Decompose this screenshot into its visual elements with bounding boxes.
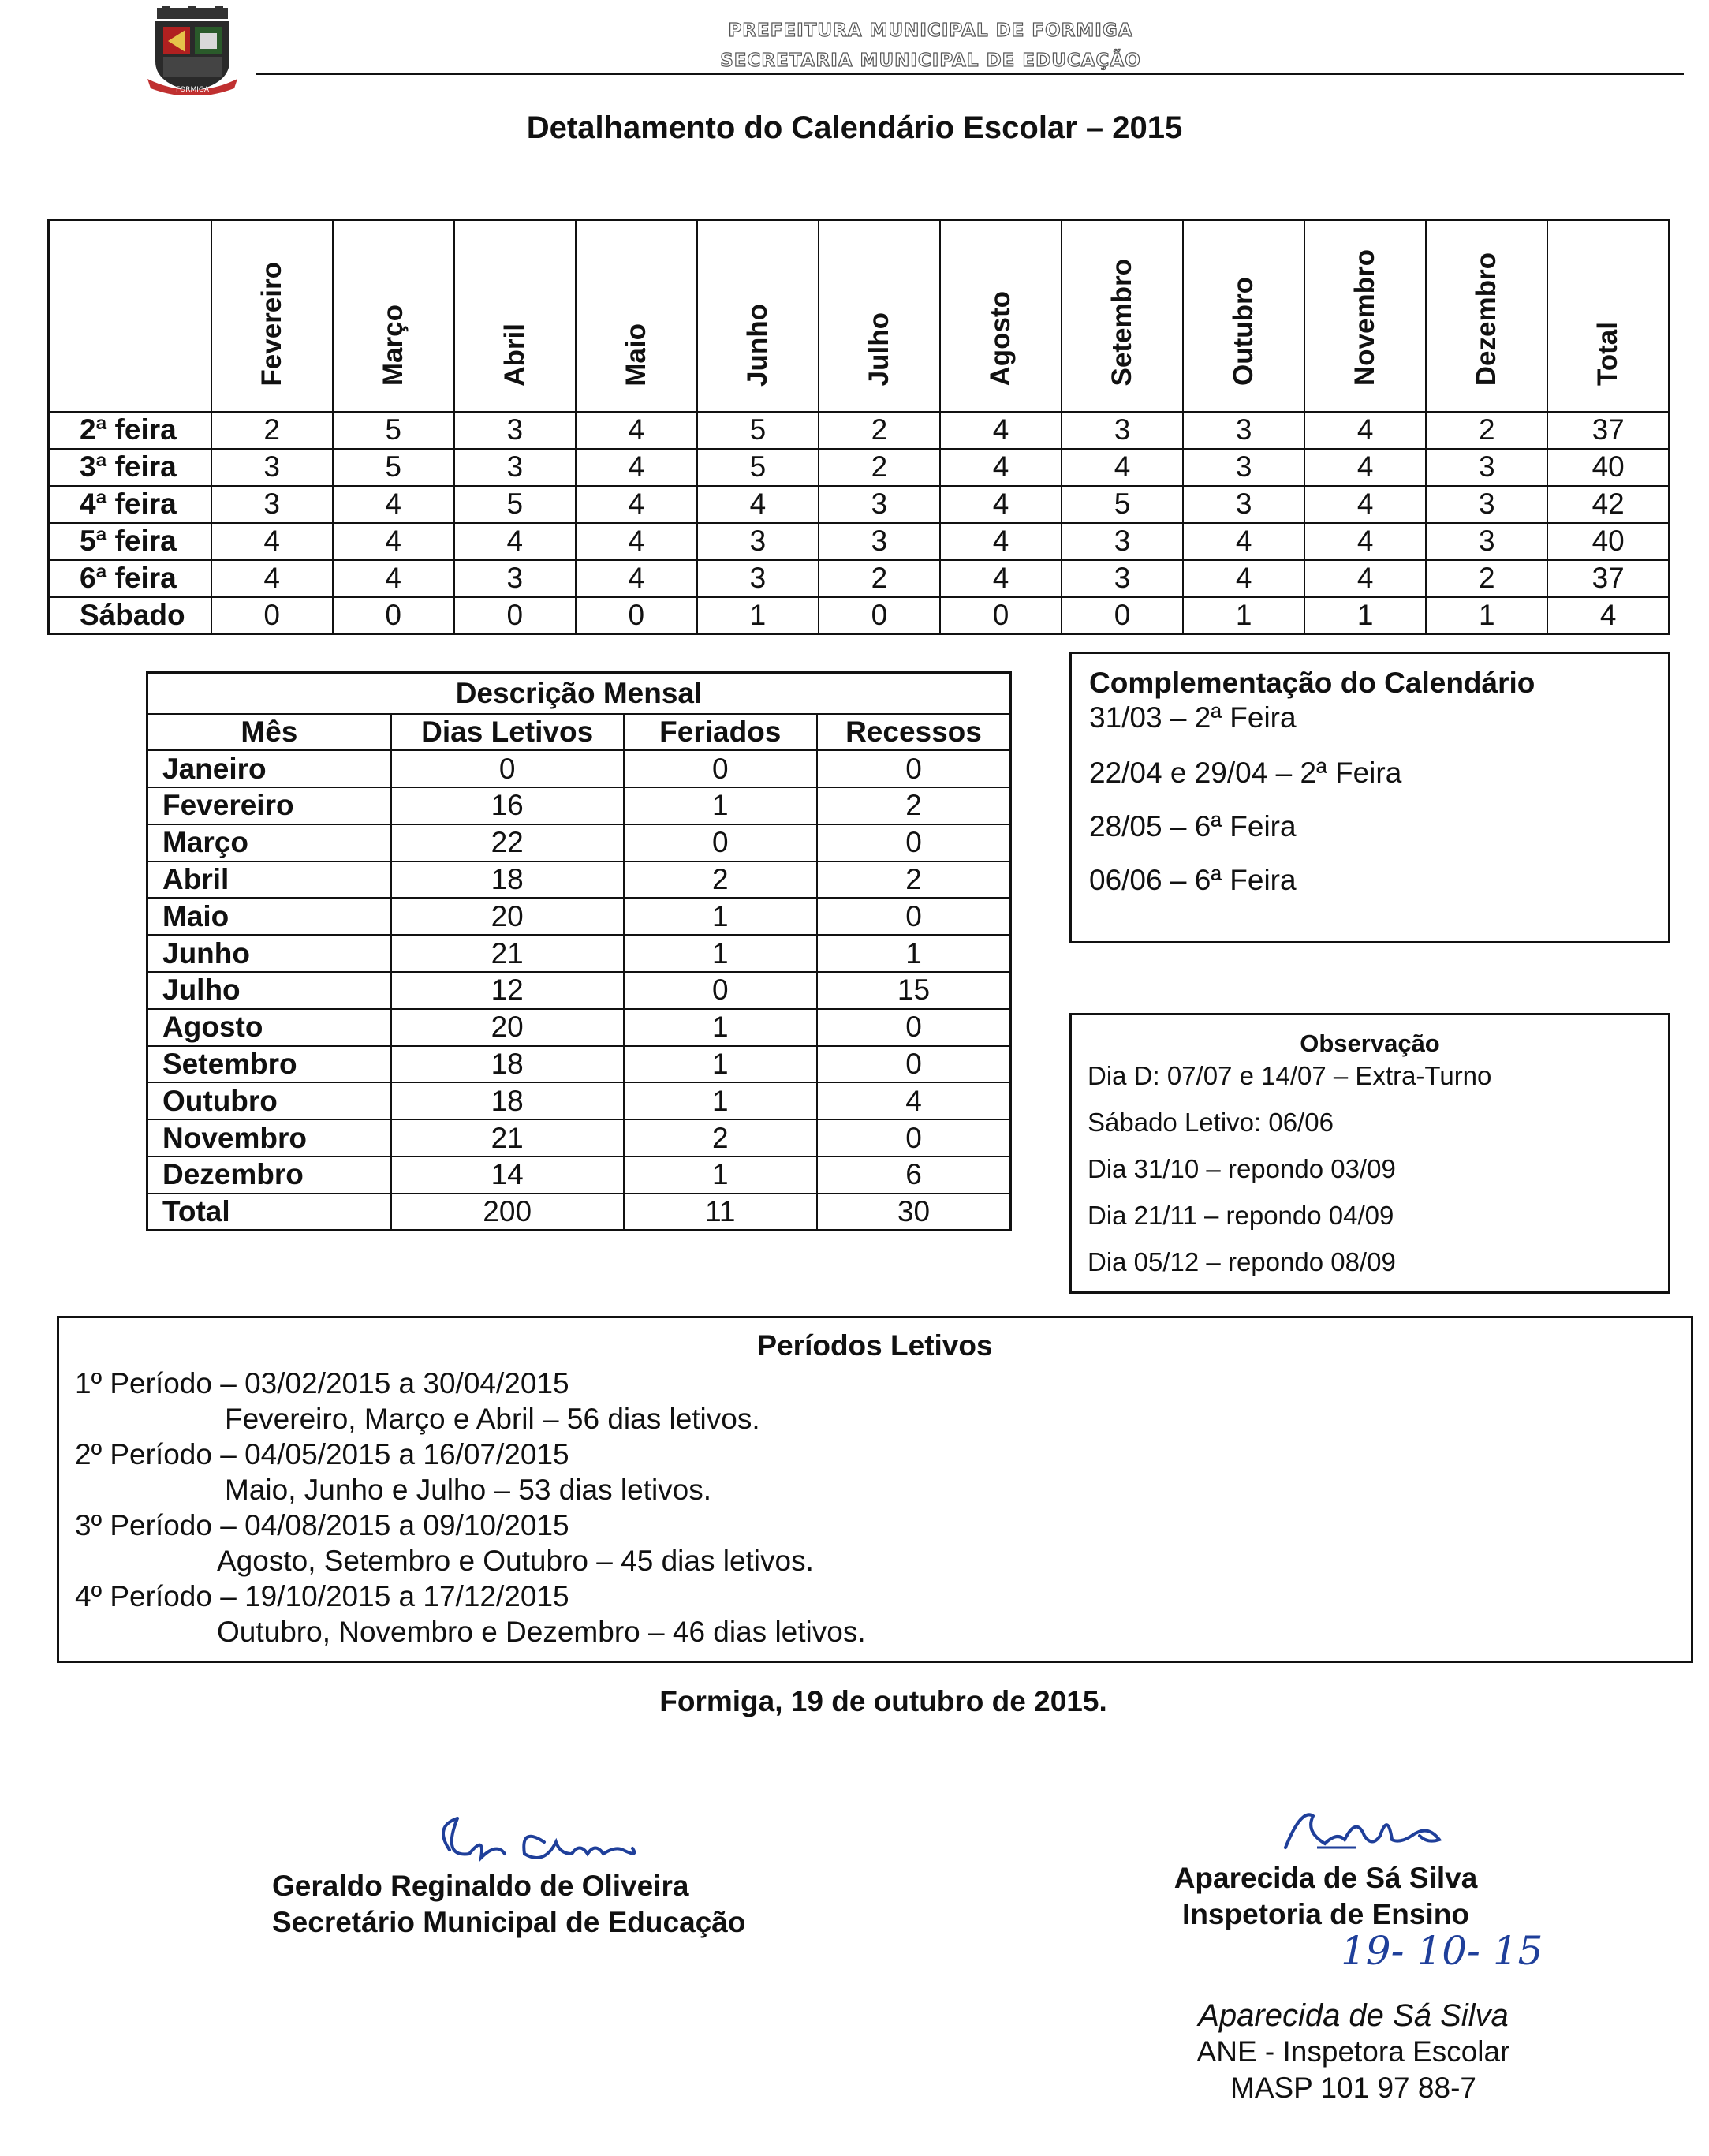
period-detail: Maio, Junho e Julho – 53 dias letivos. — [225, 1474, 712, 1506]
weekday-count-cell: 3 — [1062, 412, 1183, 449]
month-header: Dezembro — [1426, 220, 1547, 412]
weekday-total-cell: 40 — [1547, 449, 1669, 486]
month-header: Maio — [576, 220, 697, 412]
month-header: Março — [333, 220, 454, 412]
monthly-row — [147, 1009, 1011, 1046]
recessos-cell: 6 — [817, 1156, 1011, 1194]
monthly-header-row — [147, 714, 1011, 751]
weekday-row — [49, 449, 1670, 486]
period-range: 4º Período – 19/10/2015 a 17/12/2015 — [75, 1580, 569, 1612]
dias-letivos-cell: 20 — [391, 898, 624, 935]
header-divider — [256, 73, 1684, 75]
signer-name: Aparecida de Sá Silva — [1174, 1862, 1478, 1894]
svg-text:FORMIGA: FORMIGA — [175, 86, 210, 94]
signature-block-right — [1164, 1860, 1487, 1933]
feriados-cell: 1 — [624, 1046, 817, 1083]
monthly-row — [147, 972, 1011, 1009]
monthly-row — [147, 898, 1011, 935]
recessos-cell: 15 — [817, 972, 1011, 1009]
dias-letivos-cell: 21 — [391, 1119, 624, 1156]
weekday-count-cell: 3 — [819, 486, 940, 523]
weekday-count-cell: 4 — [576, 523, 697, 560]
weekday-count-cell: 4 — [576, 412, 697, 449]
recessos-cell: 0 — [817, 824, 1011, 861]
month-header: Julho — [819, 220, 940, 412]
weekday-total-cell: 4 — [1547, 597, 1669, 634]
month-header: Novembro — [1304, 220, 1426, 412]
month-name-cell: Dezembro — [147, 1156, 391, 1194]
weekday-count-cell: 4 — [1183, 560, 1304, 597]
weekday-count-cell: 0 — [576, 597, 697, 634]
handwritten-date: 19- 10- 15 — [1341, 1928, 1543, 1974]
stamp-masp: MASP 101 97 88-7 — [1230, 2072, 1476, 2104]
monthly-row — [147, 935, 1011, 972]
weekday-count-cell: 5 — [333, 412, 454, 449]
weekday-count-cell: 4 — [454, 523, 576, 560]
weekday-label: 4ª feira — [49, 486, 211, 523]
feriados-cell: 1 — [624, 1082, 817, 1119]
weekday-count-cell: 0 — [819, 597, 940, 634]
weekday-count-cell: 1 — [1426, 597, 1547, 634]
weekday-count-cell: 3 — [1062, 523, 1183, 560]
recessos-cell: 2 — [817, 787, 1011, 824]
weekday-count-cell: 4 — [211, 523, 333, 560]
place-and-date: Formiga, 19 de outubro de 2015. — [659, 1685, 1107, 1717]
feriados-cell: 0 — [624, 750, 817, 787]
feriados-cell: 1 — [624, 935, 817, 972]
month-header: Junho — [697, 220, 819, 412]
weekday-count-cell: 0 — [1062, 597, 1183, 634]
weekday-label: 3ª feira — [49, 449, 211, 486]
recessos-cell: 2 — [817, 861, 1011, 899]
weekday-count-cell: 4 — [1304, 523, 1426, 560]
weekday-count-cell: 4 — [1304, 449, 1426, 486]
weekday-count-cell: 0 — [454, 597, 576, 634]
monthly-row — [147, 787, 1011, 824]
month-header: Setembro — [1062, 220, 1183, 412]
month-name-cell: Maio — [147, 898, 391, 935]
weekday-count-cell: 3 — [1426, 449, 1547, 486]
weekday-count-cell: 2 — [819, 412, 940, 449]
periods-box — [57, 1316, 1693, 1663]
weekday-count-cell: 4 — [940, 486, 1062, 523]
signer-role: Inspetoria de Ensino — [1182, 1898, 1469, 1930]
stamp-name: Aparecida de Sá Silva — [1198, 1998, 1509, 2033]
weekday-count-cell: 0 — [333, 597, 454, 634]
weekday-count-cell: 4 — [1304, 412, 1426, 449]
observation-title: Observação — [1300, 1029, 1440, 1057]
weekday-count-cell: 3 — [1183, 486, 1304, 523]
weekday-count-cell: 2 — [1426, 412, 1547, 449]
period-range: 1º Período – 03/02/2015 a 30/04/2015 — [75, 1367, 569, 1399]
monthly-row — [147, 824, 1011, 861]
weekday-count-cell: 1 — [1183, 597, 1304, 634]
weekday-count-cell: 4 — [1183, 523, 1304, 560]
monthly-row — [147, 861, 1011, 899]
weekday-count-cell: 1 — [697, 597, 819, 634]
monthly-row — [147, 1156, 1011, 1194]
weekday-count-cell: 4 — [333, 486, 454, 523]
recessos-cell: 0 — [817, 750, 1011, 787]
weekday-count-cell: 4 — [333, 560, 454, 597]
weekday-count-cell: 0 — [940, 597, 1062, 634]
weekday-count-cell: 5 — [454, 486, 576, 523]
monthly-row — [147, 1046, 1011, 1083]
recessos-cell: 1 — [817, 935, 1011, 972]
weekday-count-cell: 0 — [211, 597, 333, 634]
dias-letivos-cell: 0 — [391, 750, 624, 787]
complementation-line: 06/06 – 6ª Feira — [1089, 864, 1297, 896]
total-header: Total — [1547, 220, 1669, 412]
feriados-cell: 1 — [624, 1156, 817, 1194]
weekday-count-cell: 3 — [1062, 560, 1183, 597]
weekday-total-cell: 40 — [1547, 523, 1669, 560]
weekday-count-cell: 4 — [333, 523, 454, 560]
weekday-count-cell: 3 — [819, 523, 940, 560]
weekday-count-cell: 2 — [1426, 560, 1547, 597]
feriados-cell: 1 — [624, 787, 817, 824]
document-title: Detalhamento do Calendário Escolar – 2015 — [526, 110, 1183, 145]
period-detail: Fevereiro, Março e Abril – 56 dias letivos. — [225, 1403, 760, 1435]
weekday-label: 2ª feira — [49, 412, 211, 449]
weekday-count-cell: 4 — [1304, 486, 1426, 523]
weekday-count-cell: 4 — [940, 523, 1062, 560]
recessos-cell: 30 — [817, 1194, 1011, 1231]
signer-name: Geraldo Reginaldo de Oliveira — [272, 1870, 689, 1902]
complementation-line: 28/05 – 6ª Feira — [1089, 810, 1297, 843]
dias-letivos-cell: 21 — [391, 935, 624, 972]
monthly-row — [147, 750, 1011, 787]
weekday-row — [49, 523, 1670, 560]
weekday-count-cell: 4 — [1062, 449, 1183, 486]
weekday-row — [49, 560, 1670, 597]
observation-line: Dia 31/10 – repondo 03/09 — [1088, 1154, 1396, 1183]
weekday-count-cell: 3 — [454, 560, 576, 597]
feriados-cell: 0 — [624, 972, 817, 1009]
observation-line: Dia 21/11 – repondo 04/09 — [1088, 1201, 1394, 1230]
monthly-description-table — [146, 671, 1012, 1231]
recessos-cell: 4 — [817, 1082, 1011, 1119]
header-line-prefeitura: PREFEITURA MUNICIPAL DE FORMIGA — [728, 21, 1133, 41]
monthly-table-caption: Descrição Mensal — [147, 673, 1011, 714]
periods-title: Períodos Letivos — [757, 1329, 993, 1362]
weekday-count-cell: 3 — [454, 449, 576, 486]
monthly-caption-row — [147, 673, 1011, 714]
dias-letivos-cell: 16 — [391, 787, 624, 824]
column-header-feriados: Feriados — [624, 714, 817, 751]
weekday-label: 5ª feira — [49, 523, 211, 560]
month-name-cell: Julho — [147, 972, 391, 1009]
weekday-count-cell: 2 — [819, 560, 940, 597]
weekday-count-cell: 5 — [333, 449, 454, 486]
dias-letivos-cell: 18 — [391, 1082, 624, 1119]
weekday-count-cell: 4 — [697, 486, 819, 523]
recessos-cell: 0 — [817, 1046, 1011, 1083]
complementation-title: Complementação do Calendário — [1089, 667, 1535, 699]
month-name-cell: Total — [147, 1194, 391, 1231]
observation-line: Sábado Letivo: 06/06 — [1088, 1108, 1334, 1137]
monthly-total-row — [147, 1194, 1011, 1231]
weekday-count-cell: 2 — [819, 449, 940, 486]
monthly-row — [147, 1082, 1011, 1119]
municipal-crest-icon — [144, 6, 241, 95]
weekday-count-cell: 4 — [1304, 560, 1426, 597]
weekday-total-cell: 37 — [1547, 412, 1669, 449]
weekday-count-cell: 1 — [1304, 597, 1426, 634]
period-detail: Outubro, Novembro e Dezembro – 46 dias letivos. — [217, 1616, 866, 1648]
month-header: Agosto — [940, 220, 1062, 412]
dias-letivos-cell: 12 — [391, 972, 624, 1009]
dias-letivos-cell: 22 — [391, 824, 624, 861]
feriados-cell: 1 — [624, 1009, 817, 1046]
weekday-count-cell: 3 — [1426, 523, 1547, 560]
dias-letivos-cell: 18 — [391, 861, 624, 899]
period-detail: Agosto, Setembro e Outubro – 45 dias letivos. — [217, 1545, 814, 1577]
weekday-count-table — [47, 219, 1670, 635]
weekday-count-cell: 5 — [697, 449, 819, 486]
observation-line: Dia 05/12 – repondo 08/09 — [1088, 1247, 1396, 1276]
weekday-count-cell: 3 — [454, 412, 576, 449]
dias-letivos-cell: 200 — [391, 1194, 624, 1231]
column-header-mes: Mês — [147, 714, 391, 751]
weekday-label: Sábado — [49, 597, 211, 634]
weekday-count-cell: 3 — [211, 449, 333, 486]
weekday-count-cell: 3 — [1426, 486, 1547, 523]
signature-scribble-right — [1270, 1800, 1475, 1863]
weekday-table-header-row — [49, 220, 1670, 412]
weekday-count-cell: 2 — [211, 412, 333, 449]
stamp-role: ANE - Inspetora Escolar — [1196, 2035, 1510, 2068]
month-name-cell: Março — [147, 824, 391, 861]
complementation-box — [1069, 652, 1670, 943]
weekday-count-cell: 4 — [211, 560, 333, 597]
period-range: 2º Período – 04/05/2015 a 16/07/2015 — [75, 1438, 569, 1470]
weekday-row — [49, 486, 1670, 523]
weekday-count-cell: 5 — [697, 412, 819, 449]
recessos-cell: 0 — [817, 1119, 1011, 1156]
month-name-cell: Janeiro — [147, 750, 391, 787]
dias-letivos-cell: 14 — [391, 1156, 624, 1194]
weekday-label: 6ª feira — [49, 560, 211, 597]
month-name-cell: Setembro — [147, 1046, 391, 1083]
weekday-count-cell: 3 — [211, 486, 333, 523]
dias-letivos-cell: 18 — [391, 1046, 624, 1083]
weekday-count-cell: 3 — [697, 560, 819, 597]
month-header: Abril — [454, 220, 576, 412]
month-name-cell: Abril — [147, 861, 391, 899]
weekday-row — [49, 412, 1670, 449]
weekday-count-cell: 4 — [576, 486, 697, 523]
month-name-cell: Junho — [147, 935, 391, 972]
signature-scribble-left — [426, 1810, 726, 1874]
weekday-count-cell: 4 — [940, 560, 1062, 597]
recessos-cell: 0 — [817, 898, 1011, 935]
inspector-stamp — [1164, 1997, 1543, 2106]
complementation-line: 31/03 – 2ª Feira — [1089, 701, 1297, 734]
column-header-dias-letivos: Dias Letivos — [391, 714, 624, 751]
feriados-cell: 11 — [624, 1194, 817, 1231]
month-header: Fevereiro — [211, 220, 333, 412]
month-header: Outubro — [1183, 220, 1304, 412]
table-corner-cell — [49, 220, 211, 412]
observation-box — [1069, 1013, 1670, 1294]
month-name-cell: Outubro — [147, 1082, 391, 1119]
column-header-recessos: Recessos — [817, 714, 1011, 751]
weekday-count-cell: 3 — [1183, 412, 1304, 449]
feriados-cell: 2 — [624, 1119, 817, 1156]
signer-role: Secretário Municipal de Educação — [272, 1906, 746, 1938]
month-name-cell: Fevereiro — [147, 787, 391, 824]
weekday-count-cell: 3 — [1183, 449, 1304, 486]
recessos-cell: 0 — [817, 1009, 1011, 1046]
weekday-count-cell: 3 — [697, 523, 819, 560]
feriados-cell: 1 — [624, 898, 817, 935]
dias-letivos-cell: 20 — [391, 1009, 624, 1046]
weekday-count-cell: 5 — [1062, 486, 1183, 523]
monthly-row — [147, 1119, 1011, 1156]
weekday-count-cell: 4 — [576, 560, 697, 597]
feriados-cell: 2 — [624, 861, 817, 899]
weekday-count-cell: 4 — [940, 449, 1062, 486]
weekday-total-cell: 37 — [1547, 560, 1669, 597]
observation-line: Dia D: 07/07 e 14/07 – Extra-Turno — [1088, 1061, 1492, 1090]
weekday-count-cell: 4 — [940, 412, 1062, 449]
complementation-line: 22/04 e 29/04 – 2ª Feira — [1089, 757, 1402, 789]
period-range: 3º Período – 04/08/2015 a 09/10/2015 — [75, 1509, 569, 1541]
header-line-secretaria: SECRETARIA MUNICIPAL DE EDUCAÇÃO — [720, 50, 1141, 71]
feriados-cell: 0 — [624, 824, 817, 861]
weekday-total-cell: 42 — [1547, 486, 1669, 523]
month-name-cell: Novembro — [147, 1119, 391, 1156]
weekday-count-cell: 4 — [576, 449, 697, 486]
month-name-cell: Agosto — [147, 1009, 391, 1046]
weekday-row — [49, 597, 1670, 634]
signature-block-left — [272, 1868, 745, 1941]
